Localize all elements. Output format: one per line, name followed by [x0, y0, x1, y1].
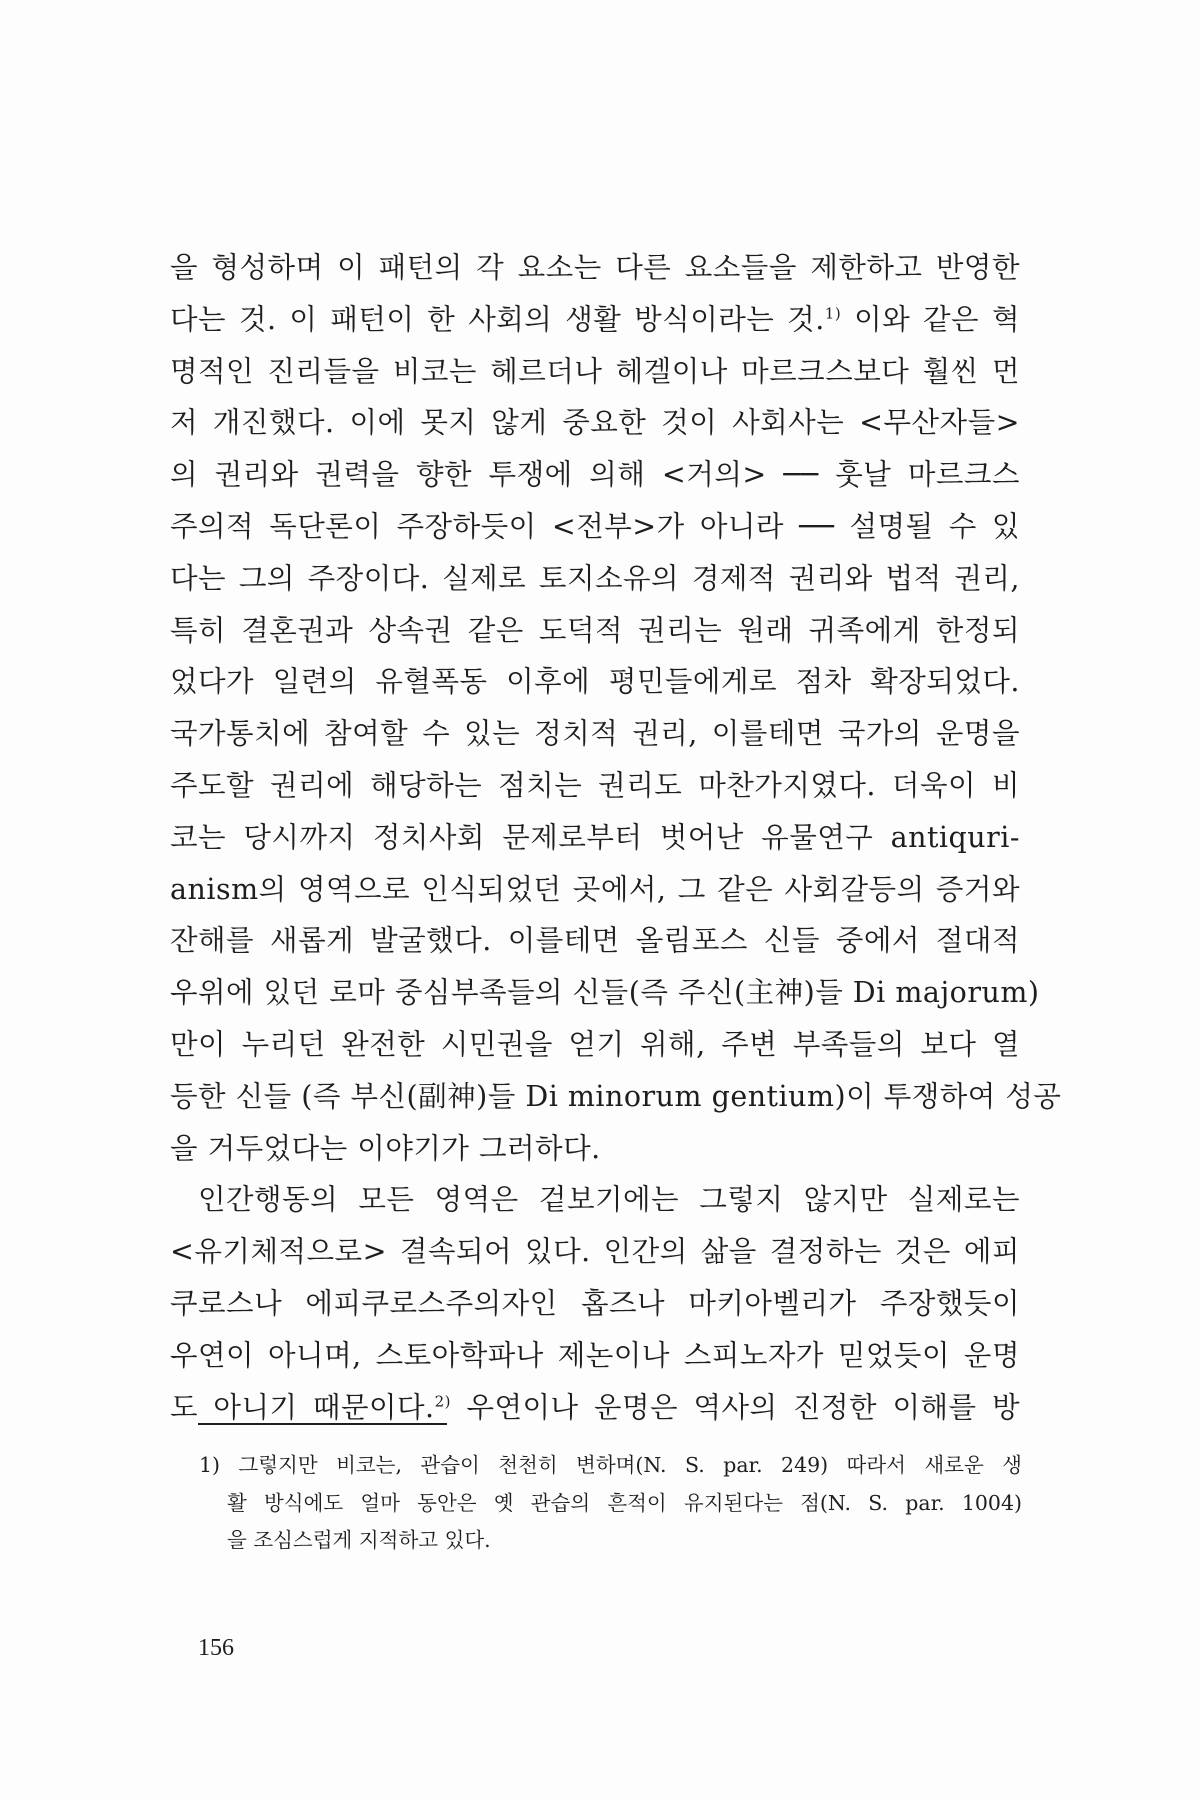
footnote-line: 을 조심스럽게 지적하고 있다. [227, 1528, 491, 1552]
footnote-line: 활 방식에도 얼마 동안은 옛 관습의 흔적이 유지된다는 점(N. S. par. 1004) [227, 1490, 1022, 1515]
footnote-ref: 1) [824, 304, 842, 323]
text-line: 쿠로스나 에피쿠로스주의자인 홉즈나 마키아벨리가 주장했듯이 [170, 1286, 1020, 1320]
paragraph-first-line: 인간행동의 모든 영역은 겉보기에는 그렇지 않지만 실제로는 [198, 1183, 1020, 1217]
text-line: 특히 결혼권과 상속권 같은 도덕적 권리는 원래 귀족에게 한정되 [170, 613, 1020, 647]
text-line: 었다가 일련의 유혈폭동 이후에 평민들에게로 점차 확장되었다. [170, 665, 1020, 699]
body-text [170, 242, 1062, 1433]
text-line: 의 권리와 권력을 향한 투쟁에 의해 <거의> ── 훗날 마르크스 [170, 458, 1020, 492]
text-segment: 우연이나 운명은 역사의 진정한 이해를 방 [466, 1390, 1020, 1424]
text-line [170, 294, 1020, 346]
text-line: 저 개진했다. 이에 못지 않게 중요한 것이 사회사는 <무산자들> [170, 406, 1020, 440]
text-line: 을 형성하며 이 패턴의 각 요소는 다른 요소들을 제한하고 반영한 [170, 251, 1020, 284]
text-line: 을 거두었다는 이야기가 그러하다. [170, 1131, 601, 1165]
footnote-ref: 2) [434, 1392, 452, 1411]
text-line: 다는 그의 주장이다. 실제로 토지소유의 경제적 권리와 법적 권리, [170, 561, 1020, 595]
footnote-line: 1) 그렇지만 비코는, 관습이 천천히 변하며(N. S. par. 249) 따라서 새로운 생 [199, 1453, 1022, 1477]
text-line: 코는 당시까지 정치사회 문제로부터 벗어난 유물연구 antiquri- [170, 820, 1020, 854]
text-segment: 도 아니기 때문이다. [170, 1390, 435, 1424]
text-line [170, 1382, 1020, 1434]
text-line: 우연이 아니며, 스토아학파나 제논이나 스피노자가 믿었듯이 운명 [170, 1338, 1020, 1372]
text-segment: 다는 것. 이 패턴이 한 사회의 생활 방식이라는 것. [170, 302, 825, 336]
footnote [199, 1447, 1022, 1560]
text-line: 주의적 독단론이 주장하듯이 <전부>가 아니라 ── 설명될 수 있 [170, 509, 1020, 543]
footnote-divider [198, 1423, 447, 1425]
text-line: 명적인 진리들을 비코는 헤르더나 헤겔이나 마르크스보다 훨씬 먼 [170, 354, 1020, 388]
text-line: 잔해를 새롭게 발굴했다. 이를테면 올림포스 신들 중에서 절대적 [170, 924, 1020, 958]
text-line: 만이 누리던 완전한 시민권을 얻기 위해, 주변 부족들의 보다 열 [170, 1027, 1020, 1061]
text-segment: 이와 같은 혁 [854, 302, 1021, 336]
text-line: anism의 영역으로 인식되었던 곳에서, 그 같은 사회갈등의 증거와 [170, 872, 1020, 906]
text-line: <유기체적으로> 결속되어 있다. 인간의 삶을 결정하는 것은 에피 [170, 1235, 1020, 1269]
text-line: 등한 신들 (즉 부신(副神)들 Di minorum gentium)이 투쟁하여 성공 [170, 1079, 1062, 1113]
text-line: 주도할 권리에 해당하는 점치는 권리도 마찬가지였다. 더욱이 비 [170, 768, 1020, 802]
text-line: 우위에 있던 로마 중심부족들의 신들(즉 주신(主神)들 Di majorum) [170, 976, 1040, 1010]
text-line: 국가통치에 참여할 수 있는 정치적 권리, 이를테면 국가의 운명을 [170, 717, 1020, 751]
page-number: 156 [198, 1635, 234, 1661]
